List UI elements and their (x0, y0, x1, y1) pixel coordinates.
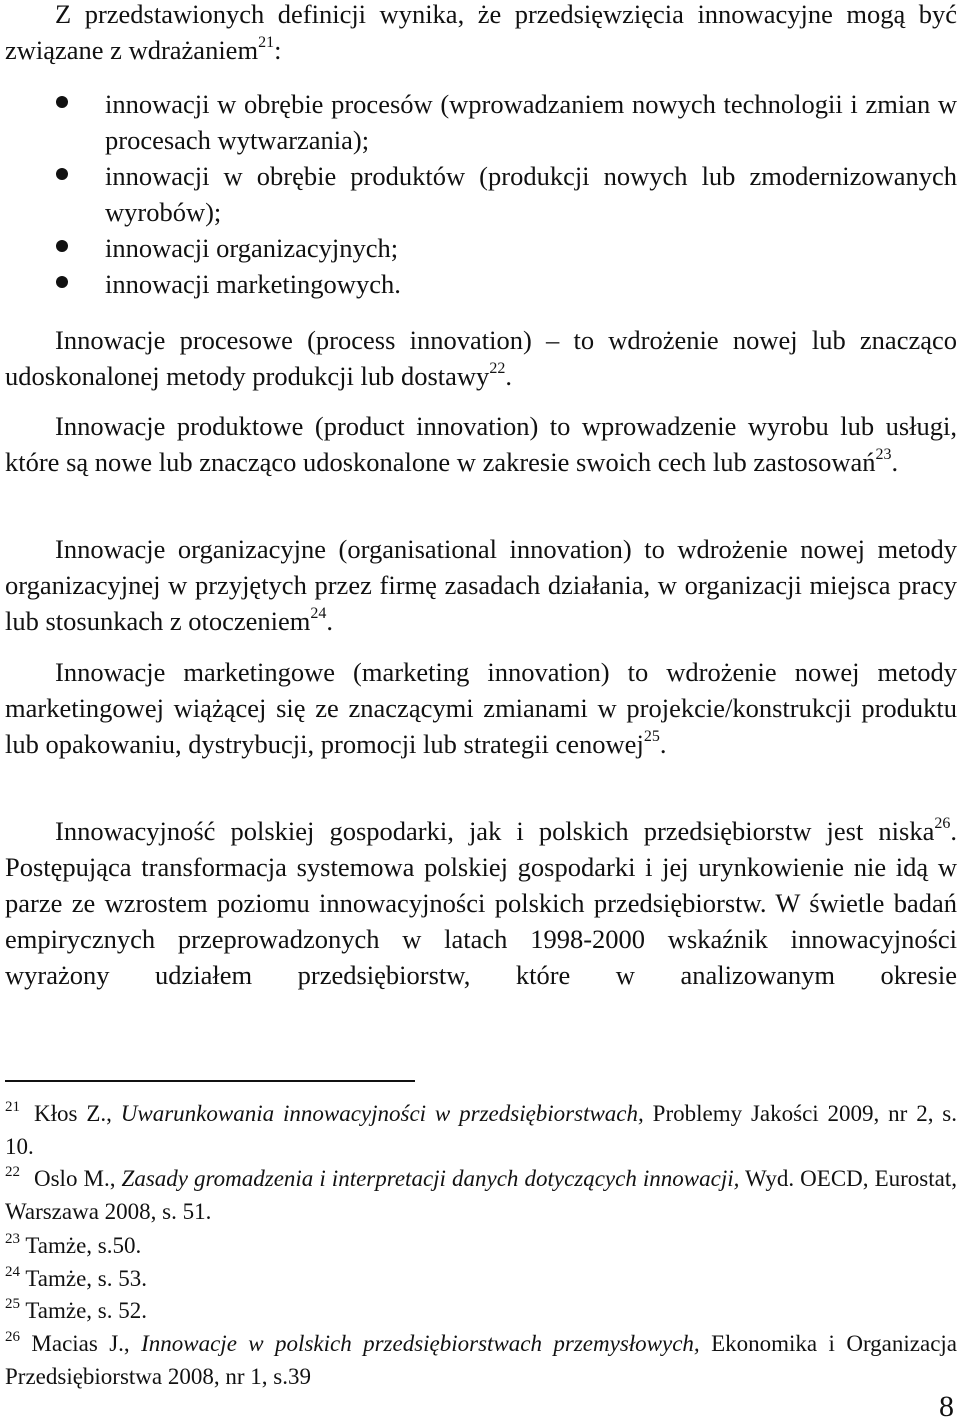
bullet-icon (56, 96, 68, 108)
footnote-23: $^{23}$ Tamże, s.50. (5, 1231, 142, 1258)
bullet-icon (56, 276, 68, 288)
footnote-21: $^{21}$ Kłos Z., Uwarunkowania innowacyjności w przedsiębiorstwach, Problemy Jakości 2009, nr 2, s. 10. (5, 1099, 958, 1159)
paragraph-process-innovation: Innowacje procesowe (process innovation) – to wdrożenie nowej lub znacząco udoskonalonej metody produkcji lub dostawy$^{22}$. (5, 325, 957, 391)
list-item: innowacji organizacyjnych; (0, 230, 957, 266)
footnote-ref-26: 26 (934, 815, 951, 832)
footnote-ref-23: 23 (875, 446, 892, 463)
innovation-types-list (0, 86, 960, 302)
footnote-26: $^{26}$ Macias J., Innowacje w polskich przedsiębiorstwach przemysłowych, Ekonomika i Organizacja Przedsiębiorstwa 2008, nr 1, s.39 (5, 1329, 958, 1389)
footnote-ref-25: 25 (643, 728, 660, 745)
footnote-separator (5, 1080, 415, 1082)
list-item: innowacji marketingowych. (0, 266, 957, 302)
footnote-24: $^{24}$ Tamże, s. 53. (5, 1264, 148, 1291)
page-number: 8 (939, 1390, 954, 1423)
paragraph-innovativeness: Innowacyjność polskiej gospodarki, jak i polskich przedsiębiorstw jest niska$^{26}$. Postępująca transformacja systemowa polskiej gospodarki i jej urynkowienie nie idą w parze ze wzrostem poziomu innowacyjności polskich przedsiębiorstw. W świetle badań empirycznych przeprowadzonych w latach 1998-2000 wskaźnik innowacyjności wyrażony udziałem przedsiębiorstw, które w analizowanym okresie (5, 815, 957, 990)
bullet-icon (56, 240, 68, 252)
footnote-25: $^{25}$ Tamże, s. 52. (5, 1296, 148, 1323)
paragraph-marketing-innovation: Innowacje marketingowe (marketing innovation) to wdrożenie nowej metody marketingowej wiążącej się ze znaczącymi zmianami w projekcie/konstrukcji produktu lub opakowaniu, dystrybucji, promocji lub strategii cenowej$^{25}$. (5, 657, 957, 759)
footnote-ref-24: 24 (310, 605, 327, 622)
footnote-22: $^{22}$ Oslo M., Zasady gromadzenia i interpretacji danych dotyczących innowacji, Wyd. OECD, Eurostat, Warszawa 2008, s. 51. (5, 1164, 958, 1224)
list-item: innowacji w obrębie procesów (wprowadzaniem nowych technologii i zmian w procesach wytwarzania); (0, 86, 957, 158)
paragraph-product-innovation: Innowacje produktowe (product innovation) to wprowadzenie wyrobu lub usługi, które są nowe lub znacząco udoskonalone w zakresie swoich cech lub zastosowań$^{23}$. (5, 411, 957, 477)
footnote-ref-21: 21 (258, 34, 275, 51)
intro-paragraph (5, 0, 957, 68)
footnote-ref-22: 22 (489, 360, 506, 377)
paragraph-organisational-innovation: Innowacje organizacyjne (organisational innovation) to wdrożenie nowej metody organizacyjnej w przyjętych przez firmę zasadach działania, w organizacji miejsca pracy lub stosunkach z otoczeniem$^{24}$. (5, 534, 957, 636)
intro-text: Z przedstawionych definicji wynika, że przedsięwzięcia innowacyjne mogą być związane z wdrażaniem (5, 0, 957, 65)
bullet-icon (56, 168, 68, 180)
intro-tail: : (274, 35, 282, 65)
list-item: innowacji w obrębie produktów (produkcji nowych lub zmodernizowanych wyrobów); (0, 158, 957, 230)
